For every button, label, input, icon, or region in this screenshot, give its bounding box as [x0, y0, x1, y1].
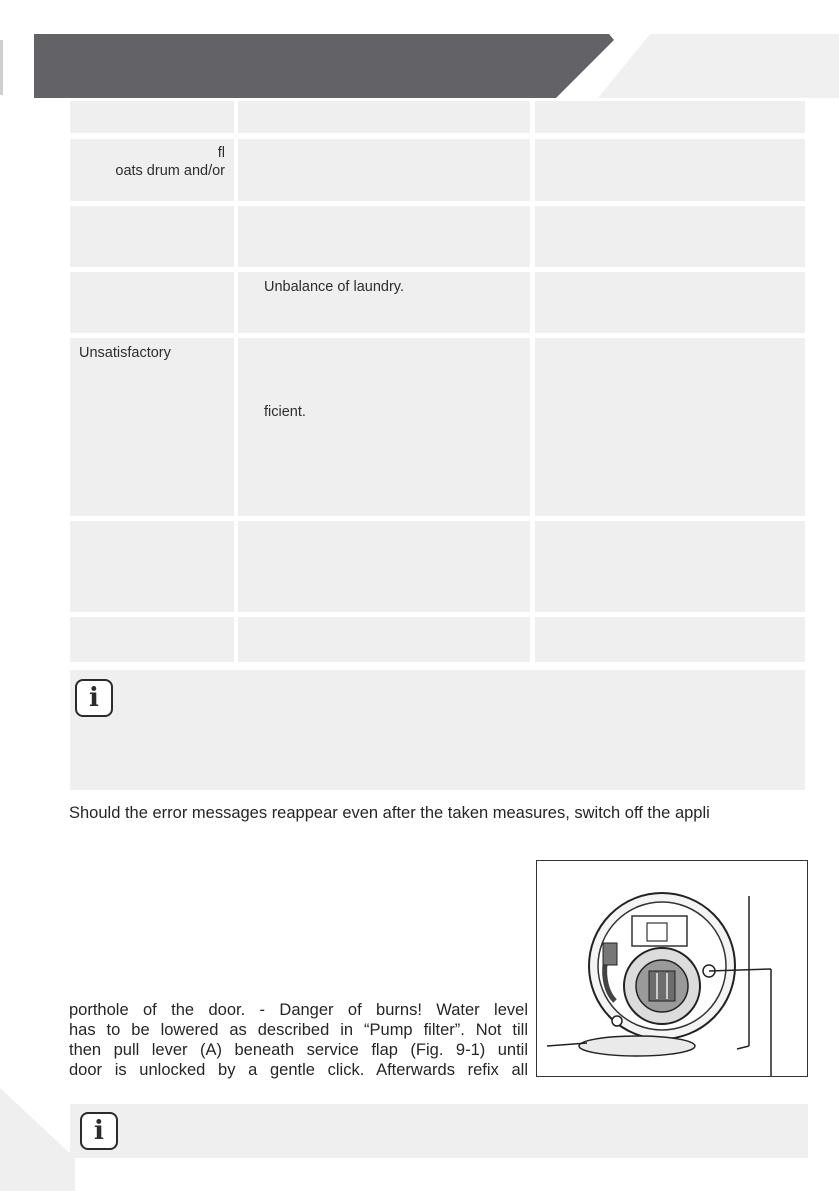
hose-clip [603, 943, 617, 965]
info-icon: i [80, 1112, 118, 1150]
table-row-1-col-3 [535, 139, 805, 201]
paragraph-line: has to be lowered as described in “Pump filter”. Not till [69, 1021, 528, 1039]
table-header-cell-2 [238, 101, 530, 133]
pump-cap [649, 971, 675, 1001]
warning-text: Should the error messages reappear even after the taken measures, switch off the appli [69, 804, 710, 822]
service-flap [579, 1036, 695, 1056]
leader-line [737, 1046, 749, 1049]
section-header-bar [34, 34, 614, 98]
paragraph-line: door is unlocked by a gentle click. Afterwards refix all [69, 1061, 528, 1079]
table-header-cell-3 [535, 101, 805, 133]
table-row-2-col-1 [70, 206, 234, 267]
table-row-2-col-2 [238, 206, 530, 267]
header-tab [598, 34, 839, 98]
table-row-4-col-3 [535, 338, 805, 516]
table-row-5-col-2 [238, 521, 530, 612]
table-row-6-col-1 [70, 617, 234, 662]
paragraph-line: then pull lever (A) beneath service flap (Fig. 9-1) until [69, 1041, 528, 1059]
door-figure [536, 860, 808, 1077]
table-header-cell-1 [70, 101, 234, 133]
table-row-4-col-2: ficient. [238, 338, 530, 516]
table-row-4-col-1: Unsatisfactory [70, 338, 234, 516]
door-drawing [537, 861, 807, 1076]
page-edge-mark [0, 40, 3, 95]
table-row-2-col-3 [535, 206, 805, 267]
page-corner-tab [0, 1088, 75, 1191]
door-unlock-paragraph [69, 1000, 528, 1080]
table-row-5-col-3 [535, 521, 805, 612]
table-row-3-col-3 [535, 272, 805, 333]
table-row-1-col-1: fl oats drum and/or [70, 139, 234, 201]
paragraph-line: porthole of the door. - Danger of burns! Water level [69, 1001, 528, 1019]
info-note-panel [70, 670, 805, 790]
screw [612, 1016, 622, 1026]
table-row-3-col-1 [70, 272, 234, 333]
table-row-3-col-2: Unbalance of laundry. [238, 272, 530, 333]
info-icon: i [75, 679, 113, 717]
table-row-5-col-1 [70, 521, 234, 612]
table-row-6-col-2 [238, 617, 530, 662]
table-row-6-col-3 [535, 617, 805, 662]
table-row-1-col-2 [238, 139, 530, 201]
info-note-panel-bottom [70, 1104, 808, 1158]
